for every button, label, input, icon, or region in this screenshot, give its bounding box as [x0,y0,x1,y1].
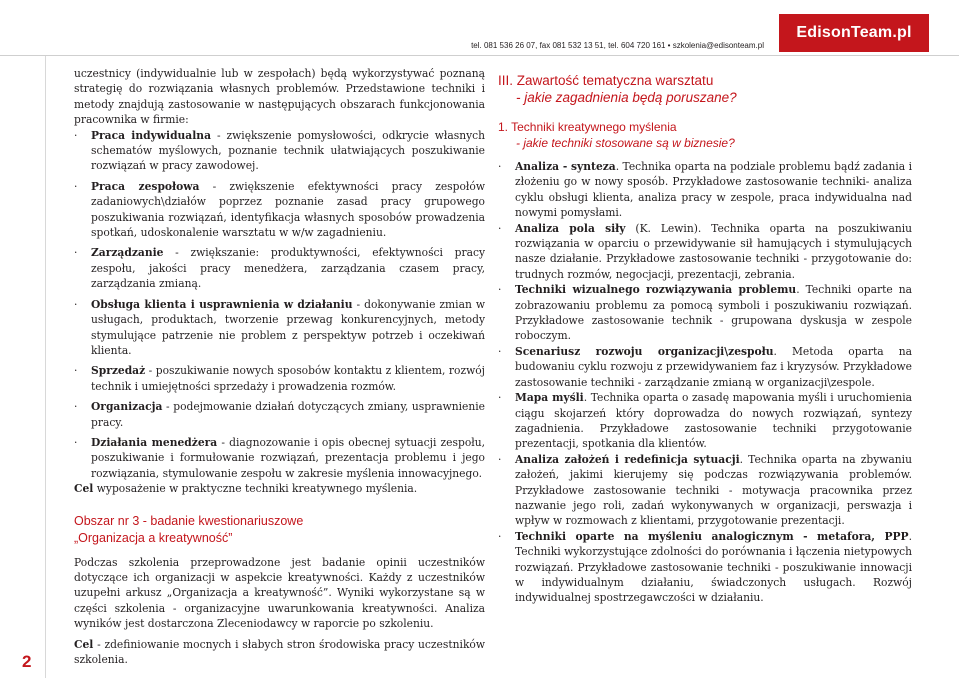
list-item: · Praca zespołowa - zwiększenie efektywności pracy zespołów zadaniowych\działów poprzez poznanie zasad pracy grupowego poszukiwania rozwiązań, identyfikacja własnych sposobów prowadzenia spotkań, udoskonalenie warsztatu w w/w zagadnieniu. [74,179,485,240]
list-item: · Zarządzanie - zwiększanie: produktywności, efektywności pracy zespołu, jakości pracy menedżera, zarządzania czasem pracy, zarządzania zmianą. [74,246,485,291]
page-number: 2 [22,652,32,671]
technique-item: · Mapa myśli. Technika oparta o zasadę mapowania myśli i uruchomienia ciągu skojarzeń który doprowadza do nowych rozwiązań, syntezy zagadnienia. Przykładowe zastosowanie techniki przygotowanie prezentacji, spotkania dla klientów. [498,391,913,451]
page-margin-column [0,56,46,678]
section-3-goal: Cel - zdefiniowanie mocnych i słabych stron środowiska pracy uczestników szkolenia. [74,637,485,666]
section-3-title: Obszar nr 3 - badanie kwestionariuszowe [74,513,304,528]
technique-item: · Analiza - synteza. Technika oparta na podziale problemu bądź zadania i złożeniu go w nowy sposób. Przykładowe zastosowanie techniki- analiza cyklu obsługi klienta, analiza pracy w zespole, praca indywidualna nad nowymi pomysłami. [498,160,912,220]
header-divider [0,55,959,56]
goal-paragraph: Cel wyposażenie w praktyczne techniki kreatywnego myślenia. [74,482,418,496]
edisonteam-logo [779,14,929,52]
page-header [0,0,959,55]
left-column [74,66,485,667]
list-item: · Sprzedaż - poszukiwanie nowych sposobów kontaktu z klientem, rozwój technik i umiejętności sprzedaży i prowadzenia rozmów. [74,364,485,393]
technique-item: · Analiza pola siły (K. Lewin). Technika oparta na poszukiwaniu rozwiązania w oparciu o przewidywanie sił hamujących i stymulujących nasze działanie. Przykładowe zastosowanie techniki - przygotowanie do: trudnych rozmów, negocjacji, prezentacji, zebrania. [498,221,912,281]
contact-info: tel. 081 536 26 07, fax 081 532 13 51, tel. 604 720 161 • szkolenia@edisonteam.pl [471,41,764,50]
subsection-subtitle: - jakie techniki stosowane są w biznesie? [516,136,735,150]
section-title: III. Zawartość tematyczna warsztatu [498,73,714,88]
section-3-paragraph: Podczas szkolenia przeprowadzone jest badanie opinii uczestników dotyczące ich organizacji w aspekcie kreatywności. Każdy z uczestników uzupełni arkusz „Organizacja a kreatywność”. Wyniki wykorzystane są w części szkolenia - organizacyjne uwarunkowania kreatywności. Analiza wyników jest dostarczona Zleceniodawcy w raporcie po szkoleniu. [74,555,485,631]
intro-paragraph: uczestnicy (indywidualnie lub w zespołach) będą wykorzystywać poznaną strategię do rozwiązania własnych problemów. Przedstawione techniki i metody znajdują zastosowanie w następujących obszarach funkcjonowania pracownika w firmie: [74,67,485,127]
section-3-subtitle: „Organizacja a kreatywność” [74,530,233,545]
list-item: · Działania menedżera - diagnozowanie i opis obecnej sytuacji zespołu, poszukiwanie i formułowanie rozwiązań, prezentacja problemu i jego rozwiązania, stymulowanie zespołu w zakresie myślenia innowacyjnego. [74,435,485,480]
technique-item: · Scenariusz rozwoju organizacji\zespołu. Metoda oparta na budowaniu cyklu rozwoju z przewidywaniem faz i kryzysów. Przykładowe zastosowanie techniki - zarządzanie zmianą w organizacji\zespole. [498,344,912,389]
technique-item: · Techniki wizualnego rozwiązywania problemu. Techniki oparte na zobrazowaniu problemu za pomocą symboli i poszukiwaniu rozwiązań. Przykładowe zastosowanie technik - grupowana dyskusja w zespole roboczym. [498,283,912,343]
list-item: · Praca indywidualna - zwiększenie pomysłowości, odkrycie własnych schematów myślowych, poznanie technik ułatwiających poszukiwanie rozwiązań w pracy zawodowej. [74,128,485,173]
right-column [498,72,912,606]
technique-item: · Techniki oparte na myśleniu analogicznym - metafora, PPP. Techniki wykorzystujące zdolności do porównania i łączenia nietypowych rozwiązań. Przykładowe zastosowanie techniki - poszukiwanie innowacji w indywidualnym działaniu, świadczonych usługach. Rozwój indywidualnej spostrzegawczości w działaniu. [498,529,912,605]
technique-item: · Analiza założeń i redefinicja sytuacji. Technika oparta na zbywaniu założeń, jakimi kierujemy się podczas rozwiązywania problemów. Przykładowe zastosowanie techniki - motywacja pracownika przez nazwanie jego roli, zadań wykonywanych w organizacji, perswazja i wpływ w rozmowach z klientami, przygotowanie prezentacji. [498,452,912,528]
subsection-title: 1. Techniki kreatywnego myślenia [498,120,677,134]
section-subtitle: - jakie zagadnienia będą poruszane? [516,90,737,105]
list-item: · Obsługa klienta i usprawnienia w działaniu - dokonywanie zmian w usługach, produktach, tworzenie przewag konkurencyjnych, metody stymulujące patrzenie nie problem z perspektyw potrzeb i oczekiwań klienta. [74,297,485,357]
logo-text: EdisonTeam.pl [796,24,912,41]
list-item: · Organizacja - podejmowanie działań dotyczących zmiany, usprawnienie pracy. [74,400,485,429]
